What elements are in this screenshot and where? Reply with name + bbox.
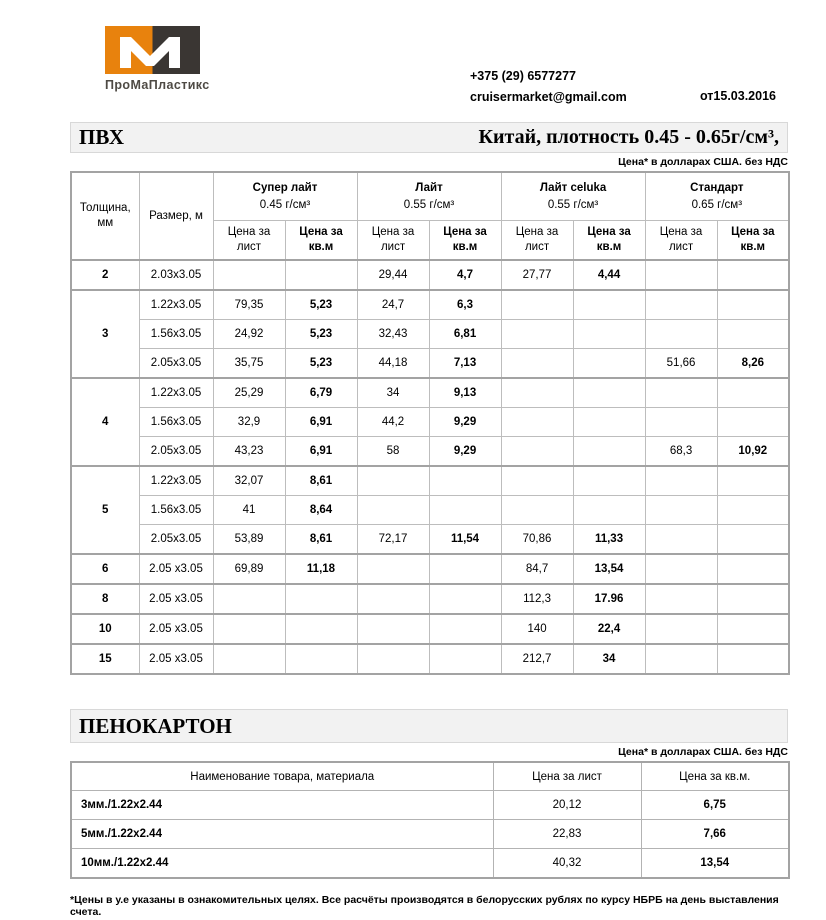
price-cell: 32,07 [213, 466, 285, 496]
price-cell: 40,32 [493, 849, 641, 879]
foam-section-title-bar [70, 709, 788, 743]
group-header-super-light: Супер лайт 0.45 г/см³ [213, 172, 357, 221]
price-cell: 53,89 [213, 525, 285, 555]
price-cell [429, 644, 501, 674]
price-cell: 58 [357, 437, 429, 467]
price-cell: 43,23 [213, 437, 285, 467]
price-cell: 51,66 [645, 349, 717, 379]
price-cell: 17.96 [573, 584, 645, 614]
size-cell: 2.05x3.05 [139, 525, 213, 555]
pvc-title: ПВХ [79, 125, 124, 149]
price-cell [573, 466, 645, 496]
table-row [71, 466, 789, 496]
price-per-sqm-header: Цена за кв.м [285, 221, 357, 261]
table-row [71, 849, 789, 879]
price-cell: 34 [573, 644, 645, 674]
price-cell: 41 [213, 496, 285, 525]
price-cell [717, 496, 789, 525]
price-cell [357, 614, 429, 644]
table-row [71, 584, 789, 614]
price-cell: 22,83 [493, 820, 641, 849]
price-cell: 6,3 [429, 290, 501, 320]
price-cell: 11,33 [573, 525, 645, 555]
foam-currency-note: Цена* в долларах США. без НДС [618, 746, 788, 758]
price-cell: 7,66 [641, 820, 789, 849]
size-cell: 1.22x3.05 [139, 290, 213, 320]
price-cell: 32,43 [357, 320, 429, 349]
price-cell: 6,79 [285, 378, 357, 408]
price-cell [429, 466, 501, 496]
contact-block [470, 66, 627, 109]
phone-number: +375 (29) 6577277 [470, 69, 576, 83]
price-per-sheet-header: Цена за лист [493, 762, 641, 791]
price-cell: 112,3 [501, 584, 573, 614]
price-cell: 27,77 [501, 260, 573, 290]
price-cell [285, 260, 357, 290]
price-cell: 8,61 [285, 466, 357, 496]
logo-mark-icon [105, 26, 210, 74]
price-cell [717, 644, 789, 674]
price-cell [645, 584, 717, 614]
price-cell [645, 525, 717, 555]
table-row [71, 554, 789, 584]
price-cell: 22,4 [573, 614, 645, 644]
price-per-sheet-header: Цена за лист [501, 221, 573, 261]
price-cell: 9,13 [429, 378, 501, 408]
brand-logo [105, 26, 210, 92]
price-cell [501, 496, 573, 525]
thickness-cell: 6 [71, 554, 139, 584]
price-cell: 34 [357, 378, 429, 408]
price-cell: 11,18 [285, 554, 357, 584]
price-cell [645, 320, 717, 349]
size-cell: 1.56x3.05 [139, 408, 213, 437]
table-row [71, 408, 789, 437]
price-cell [213, 614, 285, 644]
table-row [71, 644, 789, 674]
price-cell [573, 496, 645, 525]
price-cell: 5,23 [285, 290, 357, 320]
thickness-cell: 15 [71, 644, 139, 674]
size-cell: 2.05 x3.05 [139, 554, 213, 584]
price-cell: 8,64 [285, 496, 357, 525]
table-row [71, 496, 789, 525]
pvc-price-table [70, 171, 790, 675]
price-cell [645, 290, 717, 320]
price-cell: 68,3 [645, 437, 717, 467]
price-cell [501, 349, 573, 379]
size-cell: 1.22x3.05 [139, 378, 213, 408]
price-cell [573, 378, 645, 408]
price-cell: 29,44 [357, 260, 429, 290]
price-cell [357, 554, 429, 584]
thickness-cell: 2 [71, 260, 139, 290]
price-cell [501, 466, 573, 496]
price-cell: 6,75 [641, 791, 789, 820]
size-cell: 2.05 x3.05 [139, 614, 213, 644]
table-row [71, 791, 789, 820]
thickness-cell: 10 [71, 614, 139, 644]
document-date: от15.03.2016 [699, 89, 776, 103]
product-name-cell: 3мм./1.22x2.44 [71, 791, 493, 820]
price-cell [717, 290, 789, 320]
price-cell: 69,89 [213, 554, 285, 584]
price-cell [501, 290, 573, 320]
price-cell [501, 320, 573, 349]
price-cell [573, 437, 645, 467]
price-cell: 5,23 [285, 349, 357, 379]
price-cell [285, 584, 357, 614]
document-header [0, 0, 826, 122]
price-cell [429, 614, 501, 644]
price-cell [645, 466, 717, 496]
price-cell [573, 349, 645, 379]
price-cell [357, 644, 429, 674]
price-cell [717, 584, 789, 614]
price-cell [213, 260, 285, 290]
price-per-sqm-header: Цена за кв.м [717, 221, 789, 261]
price-cell: 13,54 [641, 849, 789, 879]
foam-title: ПЕНОКАРТОН [79, 713, 232, 738]
price-cell [717, 466, 789, 496]
price-cell: 35,75 [213, 349, 285, 379]
group-header-light: Лайт 0.55 г/см³ [357, 172, 501, 221]
pvc-subtitle: Китай, плотность 0.45 - 0.65г/см³, [478, 126, 779, 148]
price-cell [357, 496, 429, 525]
price-cell: 212,7 [501, 644, 573, 674]
footnote: *Цены в у.е указаны в ознакомительных целях. Все расчёты производятся в белорусских рублях по курсу НБРБ на день выставления счета. [70, 894, 779, 918]
table-row [71, 437, 789, 467]
brand-name: ПроМаПластикс [105, 78, 210, 92]
price-cell: 9,29 [429, 437, 501, 467]
price-cell: 13,54 [573, 554, 645, 584]
price-cell: 72,17 [357, 525, 429, 555]
price-cell [213, 584, 285, 614]
size-cell: 1.22x3.05 [139, 466, 213, 496]
price-cell: 8,26 [717, 349, 789, 379]
price-per-sqm-header: Цена за кв.м. [641, 762, 789, 791]
price-cell: 44,2 [357, 408, 429, 437]
size-cell: 1.56x3.05 [139, 320, 213, 349]
thickness-header: Толщина, мм [71, 172, 139, 260]
size-cell: 2.05x3.05 [139, 437, 213, 467]
product-name-cell: 10мм./1.22x2.44 [71, 849, 493, 879]
price-cell [645, 554, 717, 584]
price-cell [717, 554, 789, 584]
price-cell [645, 260, 717, 290]
price-per-sqm-header: Цена за кв.м [573, 221, 645, 261]
price-cell [717, 260, 789, 290]
price-cell [501, 378, 573, 408]
price-cell [285, 614, 357, 644]
thickness-cell: 8 [71, 584, 139, 614]
price-cell [645, 496, 717, 525]
price-cell: 79,35 [213, 290, 285, 320]
price-cell [645, 614, 717, 644]
price-cell: 44,18 [357, 349, 429, 379]
product-name-header: Наименование товара, материала [71, 762, 493, 791]
price-cell: 6,81 [429, 320, 501, 349]
price-cell [573, 320, 645, 349]
price-cell: 24,7 [357, 290, 429, 320]
price-per-sheet-header: Цена за лист [357, 221, 429, 261]
foam-price-table [70, 761, 790, 879]
group-header-light-celuka: Лайт celuka 0.55 г/см³ [501, 172, 645, 221]
price-per-sqm-header: Цена за кв.м [429, 221, 501, 261]
price-cell: 25,29 [213, 378, 285, 408]
price-cell: 24,92 [213, 320, 285, 349]
price-cell: 6,91 [285, 408, 357, 437]
price-cell [717, 320, 789, 349]
price-cell [717, 378, 789, 408]
price-cell [213, 644, 285, 674]
price-cell: 4,44 [573, 260, 645, 290]
size-cell: 2.05x3.05 [139, 349, 213, 379]
price-cell [429, 496, 501, 525]
price-cell [429, 584, 501, 614]
price-cell [717, 614, 789, 644]
size-header: Размер, м [139, 172, 213, 260]
price-cell: 70,86 [501, 525, 573, 555]
size-cell: 2.05 x3.05 [139, 584, 213, 614]
table-row [71, 614, 789, 644]
foam-header-row [71, 762, 789, 791]
price-cell: 11,54 [429, 525, 501, 555]
price-cell [645, 644, 717, 674]
table-row [71, 260, 789, 290]
price-cell: 10,92 [717, 437, 789, 467]
size-cell: 1.56x3.05 [139, 496, 213, 525]
price-cell [645, 378, 717, 408]
pvc-currency-note: Цена* в долларах США. без НДС [618, 156, 788, 168]
price-cell: 32,9 [213, 408, 285, 437]
group-header-standard: Стандарт 0.65 г/см³ [645, 172, 789, 221]
size-cell: 2.03x3.05 [139, 260, 213, 290]
price-cell: 84,7 [501, 554, 573, 584]
price-cell [573, 290, 645, 320]
thickness-cell: 5 [71, 466, 139, 554]
price-cell [717, 525, 789, 555]
price-cell: 5,23 [285, 320, 357, 349]
price-cell: 4,7 [429, 260, 501, 290]
size-cell: 2.05 x3.05 [139, 644, 213, 674]
price-cell [357, 584, 429, 614]
price-cell [501, 408, 573, 437]
price-cell [285, 644, 357, 674]
group-header-row [71, 172, 789, 221]
price-cell: 20,12 [493, 791, 641, 820]
email-address: cruisermarket@gmail.com [470, 90, 627, 105]
price-cell: 9,29 [429, 408, 501, 437]
price-cell [645, 408, 717, 437]
pvc-section-title-bar [70, 122, 788, 153]
product-name-cell: 5мм./1.22x2.44 [71, 820, 493, 849]
table-row [71, 290, 789, 320]
table-row [71, 320, 789, 349]
price-cell [357, 466, 429, 496]
price-per-sheet-header: Цена за лист [645, 221, 717, 261]
price-cell: 140 [501, 614, 573, 644]
price-cell: 6,91 [285, 437, 357, 467]
table-row [71, 349, 789, 379]
price-per-sheet-header: Цена за лист [213, 221, 285, 261]
price-cell: 7,13 [429, 349, 501, 379]
price-cell [501, 437, 573, 467]
table-row [71, 378, 789, 408]
price-cell [717, 408, 789, 437]
table-row [71, 525, 789, 555]
price-cell [573, 408, 645, 437]
price-cell: 8,61 [285, 525, 357, 555]
thickness-cell: 4 [71, 378, 139, 466]
thickness-cell: 3 [71, 290, 139, 378]
price-cell [429, 554, 501, 584]
table-row [71, 820, 789, 849]
